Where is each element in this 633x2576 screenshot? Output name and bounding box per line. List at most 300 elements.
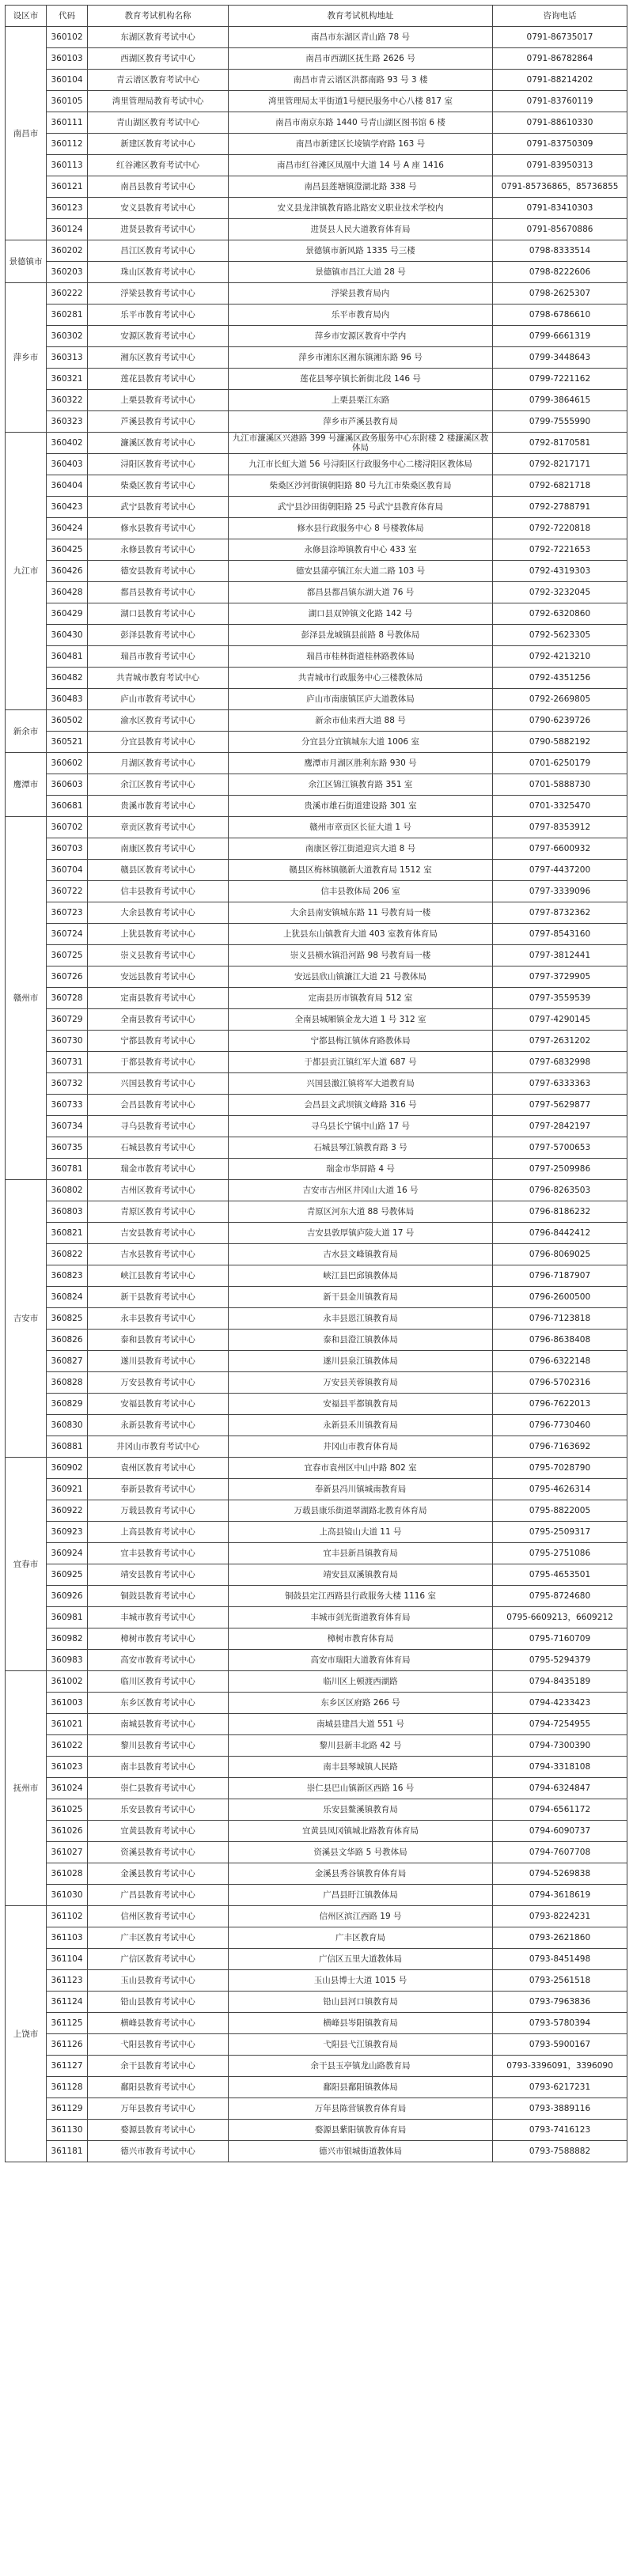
table-row [6,988,627,1009]
table-row [6,881,627,902]
institution-name-cell: 新建区教育考试中心 [88,134,229,155]
code-cell: 360803 [47,1201,88,1223]
table-row [6,305,627,326]
institution-name-cell: 分宜县教育考试中心 [88,732,229,753]
phone-cell: 0791-88214202 [493,70,627,91]
institution-name-cell: 万载县教育考试中心 [88,1500,229,1522]
institution-name-cell: 崇义县教育考试中心 [88,945,229,966]
address-cell: 东乡区区府路 266 号 [229,1693,493,1714]
header-city: 设区市 [6,6,47,27]
phone-cell: 0794-6090737 [493,1821,627,1842]
code-cell: 360735 [47,1137,88,1159]
code-cell: 360481 [47,646,88,668]
phone-cell: 0701-3325470 [493,796,627,817]
address-cell: 于都县贡江镇红军大道 687 号 [229,1052,493,1073]
address-cell: 广信区五里大道教体局 [229,1949,493,1970]
address-cell: 万年县陈营镇教育体育局 [229,2098,493,2120]
address-cell: 景德镇市新风路 1335 号三楼 [229,240,493,262]
address-cell: 临川区上顿渡西湖路 [229,1671,493,1693]
institution-name-cell: 余干县教育考试中心 [88,2056,229,2077]
institution-name-cell: 崇仁县教育考试中心 [88,1778,229,1799]
table-row [6,176,627,198]
phone-cell: 0794-4233423 [493,1693,627,1714]
phone-cell: 0792-3232045 [493,582,627,603]
phone-cell: 0799-3448643 [493,347,627,369]
phone-cell: 0796-7730460 [493,1415,627,1436]
table-row [6,1458,627,1479]
phone-cell: 0794-7254955 [493,1714,627,1735]
code-cell: 360921 [47,1479,88,1500]
address-cell: 上犹县东山镇教育大道 403 室教育体育局 [229,924,493,945]
address-cell: 萍乡市湘东区湘东镇湘东路 96 号 [229,347,493,369]
address-cell: 黎川县新丰北路 42 号 [229,1735,493,1757]
code-cell: 360922 [47,1500,88,1522]
phone-cell: 0797-8353912 [493,817,627,838]
address-cell: 余干县玉亭镇龙山路教育局 [229,2056,493,2077]
institution-name-cell: 宜丰县教育考试中心 [88,1543,229,1564]
phone-cell: 0793-2621860 [493,1927,627,1949]
institution-name-cell: 广昌县教育考试中心 [88,1885,229,1906]
table-row [6,1223,627,1244]
institution-name-cell: 上高县教育考试中心 [88,1522,229,1543]
institution-name-cell: 高安市教育考试中心 [88,1650,229,1671]
table-row [6,1351,627,1372]
address-cell: 新干县金川镇教育局 [229,1287,493,1308]
table-row [6,774,627,796]
institution-name-cell: 弋阳县教育考试中心 [88,2034,229,2056]
institution-name-cell: 丰城市教育考试中心 [88,1607,229,1628]
phone-cell: 0797-5700653 [493,1137,627,1159]
institution-name-cell: 进贤县教育考试中心 [88,219,229,240]
table-row [6,1693,627,1714]
address-cell: 南昌市新建区长堎镇学府路 163 号 [229,134,493,155]
city-name: 宜春市 [13,1559,39,1569]
table-row [6,539,627,561]
institution-name-cell: 靖安县教育考试中心 [88,1564,229,1586]
table-row [6,390,627,411]
institution-name-cell: 湖口县教育考试中心 [88,603,229,625]
institution-name-cell: 南城县教育考试中心 [88,1714,229,1735]
phone-cell: 0792-8170581 [493,433,627,454]
institution-name-cell: 南昌县教育考试中心 [88,176,229,198]
address-cell: 万安县芙蓉镇教育局 [229,1372,493,1394]
phone-cell: 0799-6661319 [493,326,627,347]
table-row [6,603,627,625]
phone-cell: 0792-4213210 [493,646,627,668]
address-cell: 婺源县紫阳镇教育体育局 [229,2120,493,2141]
institution-name-cell: 青山湖区教育考试中心 [88,112,229,134]
institution-name-cell: 湘东区教育考试中心 [88,347,229,369]
city-name: 南昌市 [13,128,39,138]
table-row [6,240,627,262]
code-cell: 360121 [47,176,88,198]
table-row [6,1586,627,1607]
institution-name-cell: 黎川县教育考试中心 [88,1735,229,1757]
city-name: 吉安市 [13,1314,39,1323]
phone-cell: 0796-7187907 [493,1265,627,1287]
table-row [6,1436,627,1458]
institution-name-cell: 资溪县教育考试中心 [88,1842,229,1863]
address-cell: 青原区河东大道 88 号教体局 [229,1201,493,1223]
address-cell: 浮梁县教育局内 [229,283,493,305]
phone-cell: 0795-2751086 [493,1543,627,1564]
table-row [6,710,627,732]
address-cell: 横峰县岑阳镇教育局 [229,2013,493,2034]
code-cell: 360702 [47,817,88,838]
table-row [6,1885,627,1906]
table-row [6,817,627,838]
header-address: 教育考试机构地址 [229,6,493,27]
table-row [6,454,627,475]
institution-name-cell: 全南县教育考试中心 [88,1009,229,1031]
code-cell: 361124 [47,1992,88,2013]
phone-cell: 0797-2631202 [493,1031,627,1052]
phone-cell: 0794-3318108 [493,1757,627,1778]
institution-name-cell: 乐平市教育考试中心 [88,305,229,326]
institution-name-cell: 安福县教育考试中心 [88,1394,229,1415]
address-cell: 铜鼓县定江西路县行政服务大楼 1116 室 [229,1586,493,1607]
institution-name-cell: 寻乌县教育考试中心 [88,1116,229,1137]
code-cell: 360428 [47,582,88,603]
institution-name-cell: 南丰县教育考试中心 [88,1757,229,1778]
city-cell [6,1671,47,1906]
code-cell: 360902 [47,1458,88,1479]
table-row [6,689,627,710]
phone-cell: 0791-85670886 [493,219,627,240]
code-cell: 361030 [47,1885,88,1906]
institution-name-cell: 彭泽县教育考试中心 [88,625,229,646]
table-row [6,1607,627,1628]
phone-cell: 0792-6320860 [493,603,627,625]
address-cell: 遂川县泉江镇教体局 [229,1351,493,1372]
address-cell: 宜黄县凤冈镇城北路教育体育局 [229,1821,493,1842]
phone-cell: 0794-7607708 [493,1842,627,1863]
table-row [6,668,627,689]
table-row [6,1543,627,1564]
code-cell: 361104 [47,1949,88,1970]
address-cell: 井冈山市教育体育局 [229,1436,493,1458]
code-cell: 360828 [47,1372,88,1394]
phone-cell: 0793-3396091，3396090 [493,2056,627,2077]
table-row [6,1372,627,1394]
code-cell: 360781 [47,1159,88,1180]
code-cell: 360802 [47,1180,88,1201]
address-cell: 修水县行政服务中心 8 号楼教体局 [229,518,493,539]
address-cell: 湖口县双钟镇文化路 142 号 [229,603,493,625]
table-row [6,347,627,369]
code-cell: 360728 [47,988,88,1009]
code-cell: 360483 [47,689,88,710]
code-cell: 361002 [47,1671,88,1693]
address-cell: 都昌县都昌镇东湖大道 76 号 [229,582,493,603]
code-cell: 361023 [47,1757,88,1778]
phone-cell: 0798-8333514 [493,240,627,262]
table-row [6,2098,627,2120]
address-cell: 泰和县澄江镇教体局 [229,1330,493,1351]
institution-name-cell: 石城县教育考试中心 [88,1137,229,1159]
institution-name-cell: 东湖区教育考试中心 [88,27,229,48]
address-cell: 乐平市教育局内 [229,305,493,326]
phone-cell: 0796-8069025 [493,1244,627,1265]
institution-name-cell: 安远县教育考试中心 [88,966,229,988]
phone-cell: 0794-5269838 [493,1863,627,1885]
code-cell: 360112 [47,134,88,155]
city-name: 上饶市 [13,2029,39,2039]
address-cell: 铅山县河口镇教育局 [229,1992,493,2013]
phone-cell: 0797-8543160 [493,924,627,945]
code-cell: 360924 [47,1543,88,1564]
phone-cell: 0791-83410303 [493,198,627,219]
table-row [6,1906,627,1927]
address-cell: 资溪县文华路 5 号教体局 [229,1842,493,1863]
phone-cell: 0792-2669805 [493,689,627,710]
city-cell [6,283,47,433]
city-cell [6,433,47,710]
table-row [6,1799,627,1821]
institution-name-cell: 安源区教育考试中心 [88,326,229,347]
phone-cell: 0795-4653501 [493,1564,627,1586]
city-cell [6,817,47,1180]
code-cell: 360321 [47,369,88,390]
address-cell: 靖安县双溪镇教育局 [229,1564,493,1586]
address-cell: 武宁县沙田街朝阳路 25 号武宁县教育体育局 [229,497,493,518]
table-row [6,112,627,134]
phone-cell: 0701-5888730 [493,774,627,796]
address-cell: 玉山县博士大道 1015 号 [229,1970,493,1992]
code-cell: 360731 [47,1052,88,1073]
table-row [6,155,627,176]
phone-cell: 0797-2509986 [493,1159,627,1180]
phone-cell: 0797-6600932 [493,838,627,860]
phone-cell: 0794-6324847 [493,1778,627,1799]
phone-cell: 0796-5702316 [493,1372,627,1394]
institution-name-cell: 奉新县教育考试中心 [88,1479,229,1500]
table-row [6,70,627,91]
code-cell: 360502 [47,710,88,732]
institution-name-cell: 昌江区教育考试中心 [88,240,229,262]
table-row [6,369,627,390]
code-cell: 360829 [47,1394,88,1415]
institution-name-cell: 井冈山市教育考试中心 [88,1436,229,1458]
phone-cell: 0795-4626314 [493,1479,627,1500]
address-cell: 南昌市青云谱区洪都南路 93 号 3 楼 [229,70,493,91]
code-cell: 361126 [47,2034,88,2056]
city-name: 萍乡市 [13,353,39,362]
code-cell: 360681 [47,796,88,817]
phone-cell: 0798-8222606 [493,262,627,283]
address-cell: 宜春市袁州区中山中路 802 室 [229,1458,493,1479]
institution-name-cell: 新干县教育考试中心 [88,1287,229,1308]
address-cell: 吉安市吉州区井冈山大道 16 号 [229,1180,493,1201]
address-cell: 德兴市银城街道教体局 [229,2141,493,2162]
institution-name-cell: 万安县教育考试中心 [88,1372,229,1394]
address-cell: 寻乌县长宁镇中山路 17 号 [229,1116,493,1137]
address-cell: 南昌市东湖区青山路 78 号 [229,27,493,48]
code-cell: 360123 [47,198,88,219]
phone-cell: 0799-3864615 [493,390,627,411]
code-cell: 360825 [47,1308,88,1330]
institution-name-cell: 共青城市教育考试中心 [88,668,229,689]
code-cell: 360982 [47,1628,88,1650]
address-cell: 永修县涂埠镇教育中心 433 室 [229,539,493,561]
institution-name-cell: 柴桑区教育考试中心 [88,475,229,497]
table-row [6,326,627,347]
phone-cell: 0796-2600500 [493,1287,627,1308]
table-row [6,1778,627,1799]
code-cell: 360322 [47,390,88,411]
code-cell: 360105 [47,91,88,112]
institution-name-cell: 鄱阳县教育考试中心 [88,2077,229,2098]
address-cell: 瑞金市华屏路 4 号 [229,1159,493,1180]
table-row [6,1842,627,1863]
code-cell: 360402 [47,433,88,454]
institution-name-cell: 浮梁县教育考试中心 [88,283,229,305]
phone-cell: 0793-2561518 [493,1970,627,1992]
institution-name-cell: 月湖区教育考试中心 [88,753,229,774]
address-cell: 弋阳县弋江镇教育局 [229,2034,493,2056]
code-cell: 360203 [47,262,88,283]
institution-name-cell: 大余县教育考试中心 [88,902,229,924]
phone-cell: 0791-83760119 [493,91,627,112]
address-cell: 南昌市南京东路 1440 号青山湖区图书馆 6 楼 [229,112,493,134]
city-cell [6,1180,47,1458]
code-cell: 360830 [47,1415,88,1436]
city-name: 抚州市 [13,1784,39,1793]
address-cell: 永丰县恩江镇教育局 [229,1308,493,1330]
phone-cell: 0795-7160709 [493,1628,627,1650]
code-cell: 360202 [47,240,88,262]
code-cell: 360102 [47,27,88,48]
institution-name-cell: 广丰区教育考试中心 [88,1927,229,1949]
code-cell: 360722 [47,881,88,902]
table-row [6,1009,627,1031]
code-cell: 360703 [47,838,88,860]
phone-cell: 0795-5294379 [493,1650,627,1671]
institution-name-cell: 于都县教育考试中心 [88,1052,229,1073]
phone-cell: 0795-7028790 [493,1458,627,1479]
address-cell: 安远县欣山镇濂江大道 21 号教体局 [229,966,493,988]
table-row [6,1628,627,1650]
table-row [6,561,627,582]
code-cell: 361129 [47,2098,88,2120]
code-cell: 360323 [47,411,88,433]
phone-cell: 0796-7163692 [493,1436,627,1458]
table-row [6,27,627,48]
code-cell: 361024 [47,1778,88,1799]
institution-name-cell: 南康区教育考试中心 [88,838,229,860]
address-cell: 庐山市南康镇匡庐大道教体局 [229,689,493,710]
phone-cell: 0701-6250179 [493,753,627,774]
institution-name-cell: 永修县教育考试中心 [88,539,229,561]
table-row [6,1330,627,1351]
table-row [6,1095,627,1116]
phone-cell: 0793-5780394 [493,2013,627,2034]
code-cell: 361021 [47,1714,88,1735]
table-row [6,753,627,774]
institution-name-cell: 青云谱区教育考试中心 [88,70,229,91]
phone-cell: 0795-8724680 [493,1586,627,1607]
institution-name-cell: 信州区教育考试中心 [88,1906,229,1927]
code-cell: 361026 [47,1821,88,1842]
address-cell: 会昌县文武坝镇文峰路 316 号 [229,1095,493,1116]
table-row [6,497,627,518]
address-cell: 宁都县梅江镇体育路教体局 [229,1031,493,1052]
code-cell: 360821 [47,1223,88,1244]
table-row [6,1244,627,1265]
address-cell: 南昌市红谷滩区凤凰中大道 14 号 A 座 1416 [229,155,493,176]
phone-cell: 0796-8186232 [493,1201,627,1223]
institution-name-cell: 赣县区教育考试中心 [88,860,229,881]
exam-office-table [5,5,627,2162]
phone-cell: 0796-8263503 [493,1180,627,1201]
phone-cell: 0797-8732362 [493,902,627,924]
code-cell: 360704 [47,860,88,881]
address-cell: 广丰区教育局 [229,1927,493,1949]
city-cell [6,1906,47,2162]
table-row [6,1479,627,1500]
phone-cell: 0792-6821718 [493,475,627,497]
header-phone: 咨询电话 [493,6,627,27]
table-row [6,2056,627,2077]
header-name: 教育考试机构名称 [88,6,229,27]
table-row [6,1137,627,1159]
phone-cell: 0791-83750309 [493,134,627,155]
institution-name-cell: 瑞金市教育考试中心 [88,1159,229,1180]
phone-cell: 0793-6217231 [493,2077,627,2098]
table-row [6,924,627,945]
phone-cell: 0797-4290145 [493,1009,627,1031]
code-cell: 360602 [47,753,88,774]
table-row [6,2034,627,2056]
phone-cell: 0794-8435189 [493,1671,627,1693]
table-row [6,966,627,988]
address-cell: 吉安县敦厚镇庐陵大道 17 号 [229,1223,493,1244]
code-cell: 360822 [47,1244,88,1265]
phone-cell: 0797-6832998 [493,1052,627,1073]
institution-name-cell: 樟树市教育考试中心 [88,1628,229,1650]
code-cell: 360730 [47,1031,88,1052]
code-cell: 360732 [47,1073,88,1095]
table-row [6,646,627,668]
code-cell: 360926 [47,1586,88,1607]
code-cell: 361128 [47,2077,88,2098]
institution-name-cell: 章贡区教育考试中心 [88,817,229,838]
address-cell: 共青城市行政服务中心三楼教体局 [229,668,493,689]
phone-cell: 0792-7221653 [493,539,627,561]
phone-cell: 0793-7416123 [493,2120,627,2141]
address-cell: 吉水县文峰镇教育局 [229,1244,493,1265]
institution-name-cell: 修水县教育考试中心 [88,518,229,539]
address-cell: 上栗县栗江东路 [229,390,493,411]
phone-cell: 0792-7220818 [493,518,627,539]
address-cell: 进贤县人民大道教育体育局 [229,219,493,240]
table-row [6,1265,627,1287]
table-row [6,838,627,860]
table-row [6,1159,627,1180]
code-cell: 360521 [47,732,88,753]
institution-name-cell: 横峰县教育考试中心 [88,2013,229,2034]
code-cell: 360423 [47,497,88,518]
institution-name-cell: 峡江县教育考试中心 [88,1265,229,1287]
institution-name-cell: 乐安县教育考试中心 [88,1799,229,1821]
table-row [6,1821,627,1842]
code-cell: 361127 [47,2056,88,2077]
table-row [6,1308,627,1330]
city-name: 赣州市 [13,993,39,1003]
address-cell: 九江市濂溪区兴港路 399 号濂溪区政务服务中心东附楼 2 楼濂溪区教体局 [229,433,493,454]
address-cell: 乐安县鳌溪镇教育局 [229,1799,493,1821]
phone-cell: 0793-8451498 [493,1949,627,1970]
